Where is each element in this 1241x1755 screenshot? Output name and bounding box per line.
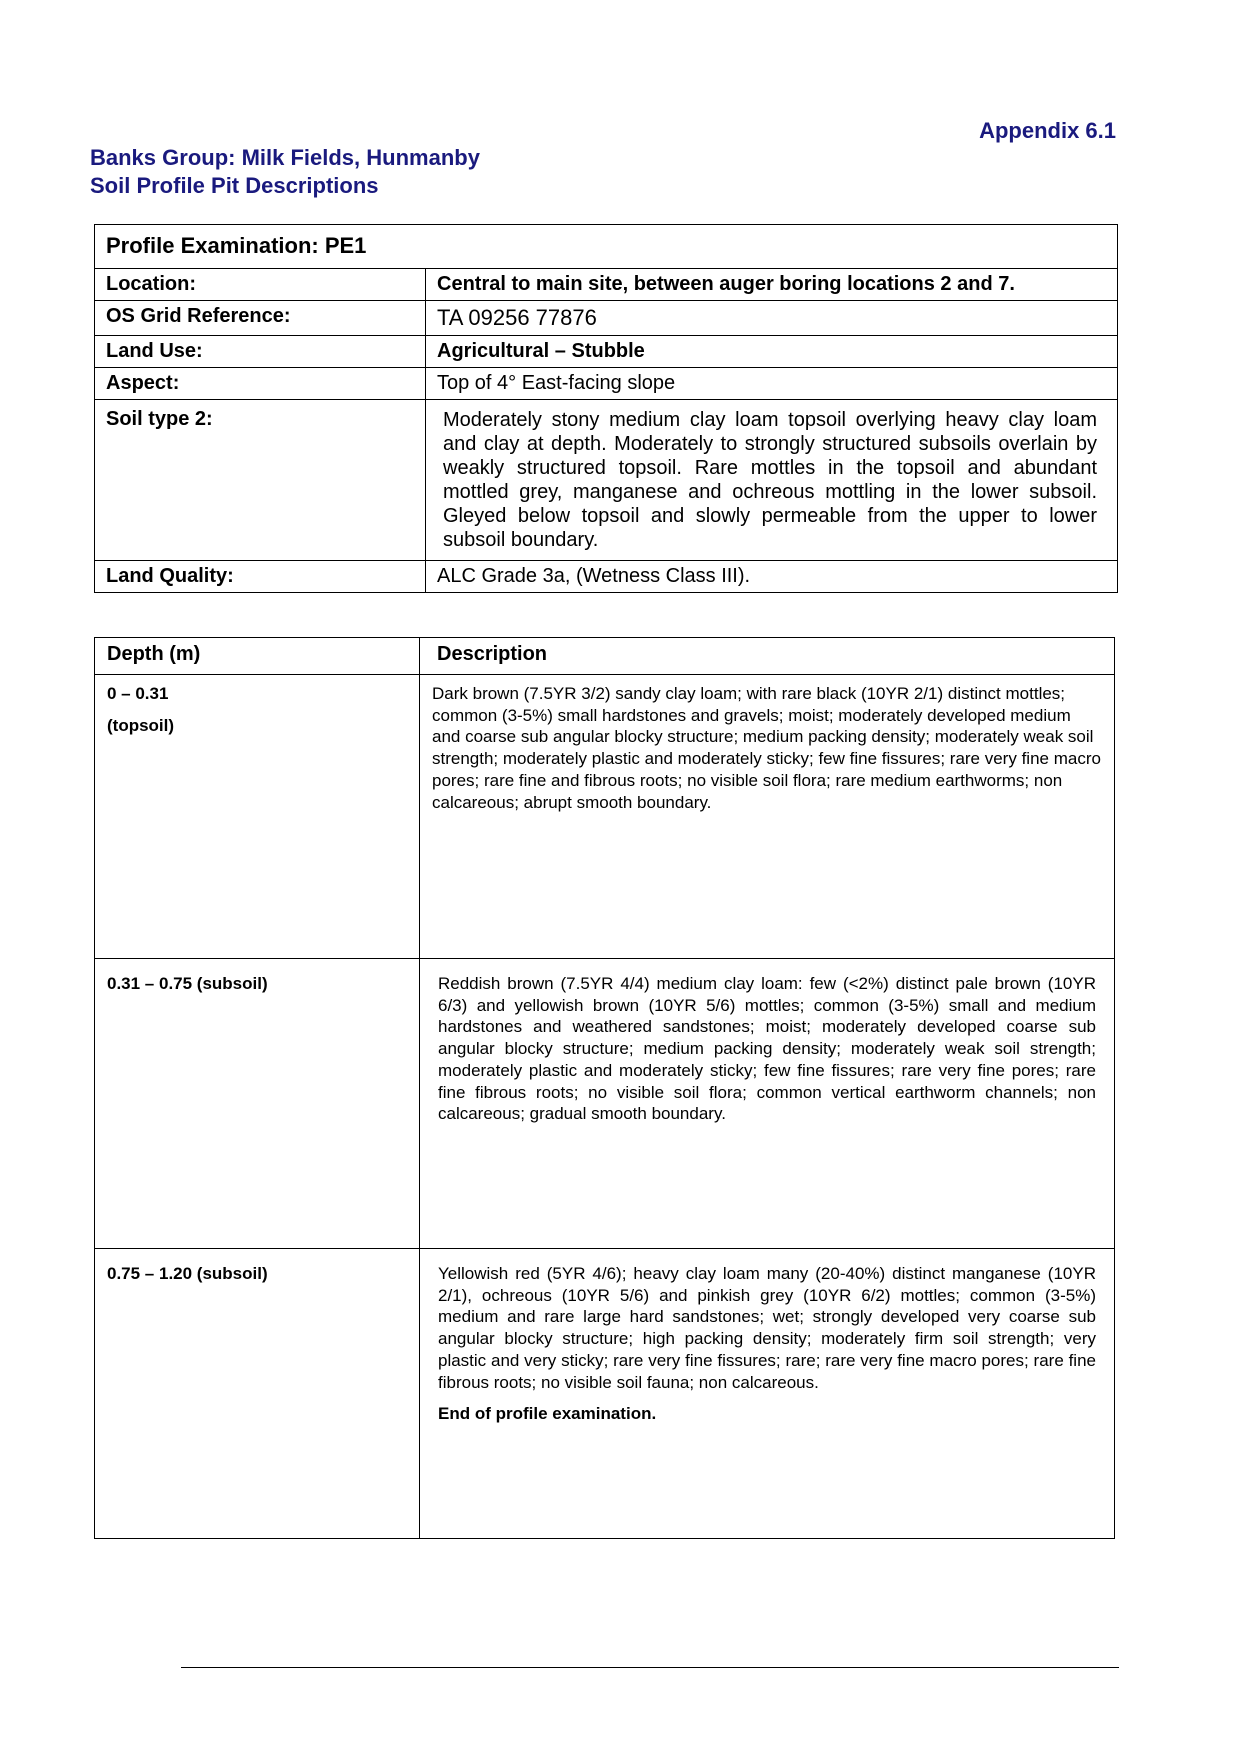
grid-reference-row [95,301,1118,336]
land-use-label: Land Use: [95,336,426,368]
aspect-label: Aspect: [95,368,426,400]
title-line-1: Banks Group: Milk Fields, Hunmanby [90,145,480,170]
profile-summary-table [94,224,1118,593]
title-line-2: Soil Profile Pit Descriptions [90,173,379,198]
horizon-description: Reddish brown (7.5YR 4/4) medium clay loam: few (<2%) distinct pale brown (10YR 6/3) and yellowish brown (10YR 5/6) mottles; common (3-5%) small and medium hardstones and weathered sandstones; moist; moderately developed coarse sub angular blocky structure; medium packing density; moderately weak soil strength; moderately plastic and moderately sticky; few fine fissures; rare very fine pores; rare fine fibrous roots; no visible soil flora; common vertical earthworm channels; non calcareous; gradual smooth boundary. [420,959,1115,1249]
horizon-description-cell [420,1249,1115,1539]
location-label: Location: [95,269,426,301]
soil-type-label: Soil type 2: [95,400,426,561]
horizon-row-lower-subsoil [95,1249,1115,1539]
location-row [95,269,1118,301]
horizon-table [94,637,1115,1539]
profile-heading-row [95,225,1118,269]
soil-type-row [95,400,1118,561]
document-title [90,144,480,200]
soil-type-value: Moderately stony medium clay loam topsoil overlying heavy clay loam and clay at depth. Moderately to strongly structured subsoils overlain by weakly structured topsoil. Rare mottles in the topsoil and abundant mottled grey, manganese and ochreous mottling in the lower subsoil. Gleyed below topsoil and slowly permeable from the upper to lower subsoil boundary. [426,400,1118,561]
grid-reference-value: TA 09256 77876 [426,301,1118,336]
land-use-row [95,336,1118,368]
horizon-header-row [95,638,1115,675]
aspect-value: Top of 4° East-facing slope [426,368,1118,400]
depth-range: 0 – 0.31 [107,684,169,703]
depth-range: 0.75 – 1.20 (subsoil) [95,1249,420,1539]
depth-note: (topsoil) [107,715,175,735]
grid-reference-label: OS Grid Reference: [95,301,426,336]
horizon-description: Yellowish red (5YR 4/6); heavy clay loam many (20-40%) distinct manganese (10YR 2/1), ochreous (10YR 5/6) and pinkish grey (10YR 6/2) mottles; common (3-5%) medium and rare large hard sandstones; wet; strongly developed very coarse sub angular blocky structure; high packing density; moderately firm soil strength; very plastic and very sticky; rare very fine fissures; rare; rare very fine macro pores; rare fine fibrous roots; no visible soil fauna; non calcareous. [438,1264,1096,1392]
depth-cell [95,675,420,959]
depth-range: 0.31 – 0.75 (subsoil) [95,959,420,1249]
depth-column-header: Depth (m) [95,638,420,675]
footer-divider [181,1667,1119,1668]
location-value: Central to main site, between auger boring locations 2 and 7. [426,269,1118,301]
appendix-label: Appendix 6.1 [979,118,1116,143]
land-use-value: Agricultural – Stubble [426,336,1118,368]
aspect-row [95,368,1118,400]
horizon-row-upper-subsoil [95,959,1115,1249]
land-quality-row [95,561,1118,593]
profile-heading: Profile Examination: PE1 [95,225,1118,269]
description-column-header: Description [420,638,1115,675]
horizon-description: Dark brown (7.5YR 3/2) sandy clay loam; with rare black (10YR 2/1) distinct mottles; common (3-5%) small hardstones and gravels; moist; moderately developed medium and coarse sub angular blocky structure; medium packing density; moderately weak soil strength; moderately plastic and moderately sticky; few fine fissures; rare very fine macro pores; rare fine and fibrous roots; no visible soil flora; rare medium earthworms; non calcareous; abrupt smooth boundary. [420,675,1115,959]
land-quality-value: ALC Grade 3a, (Wetness Class III). [426,561,1118,593]
land-quality-label: Land Quality: [95,561,426,593]
end-of-profile-note: End of profile examination. [438,1404,657,1424]
horizon-row-topsoil [95,675,1115,959]
